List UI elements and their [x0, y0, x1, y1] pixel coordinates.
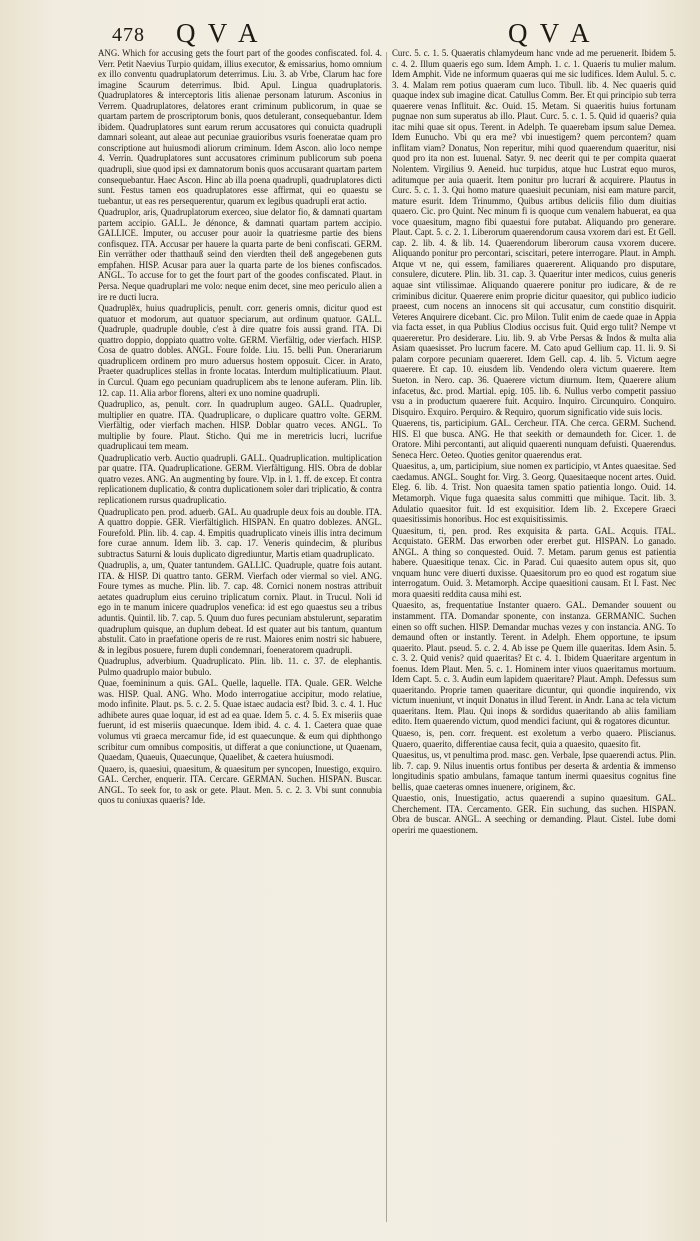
dictionary-entry: Quae, foemininum a quis. GAL. Quelle, laquelle. ITA. Quale. GER. Welche was. HISP. Qual. ANG. Who. Modo interrogatiue accipitur, modo relatiue, modo infinite. Plaut. ps. 5. c. 2. 5. Quae istaec audacia est? Ibid. 3. c. 4. 1. Huc adhibete aures quae loquar, id est ad ea quae. Idem 5. c. 4. 5. Ex miseriis quae fuerunt, id est miseriis quaecunque. Idem ibid. 4. c. 4. 1. Caetera quae quae volumus vti graeca mercamur fide, id est quaecunque. & eum qui diphthongo scribitur cum omnibus compositis, ut differat a que coniunctione, ut Quaenam, Quaedam, Quaeuis, Quaecunque, Quaelibet, & caetera huiusmodi.	[98, 678, 382, 763]
dictionary-entry: Quaesitus, a, um, participium, siue nomen ex participio, vt Antes quaesitae. Sed caedamus. ANGL. Sought for. Virg. 3. Georg. Quaesitaeque nocent artes. Ouid. Eleg. 6. lib. 4. Trist. Non quaesita tamen spatio patientia longo. Ouid. 14. Metamorph. Vique fuga quaesita salus committi que mihique. Tacit. lib. 3. Adulatio quaesitor fuit. Id est exquisitior. Idem lib. 2. Excepere Graeci quaesitissimis honoribus. Hoc est exquisitissimis.	[392, 461, 676, 525]
left-column	[98, 48, 382, 1228]
dictionary-entry: Quaesitum, ti, pen. prod. Res exquisita & parta. GAL. Acquis. ITAL. Acquistato. GERM. Das erworben oder ererbet gut. HISPAN. Lo ganado. ANGL. A thing so conquested. Ouid. 7. Metam. parum genus est patientia habere. Quaesitique tenax. Cic. in Parad. Cui quaesito autem opus sit, quo vnquam hunc vere diuerti duxisse. Quaesitorum pro eo quod est rogatum siue interrogatum. Ouid. 3. Metamorph. Accipe quaesitioni causam. Et I. Fast. Nec mora quaesiti reddita causa mihi est.	[392, 525, 676, 599]
dictionary-entry: Quadruplis, a, um, Quater tantundem. GALLIC. Quadruple, quatre fois autant. ITA. & HISP. Di quattro tanto. GERM. Vierfach oder viermal so viel. ANG. Foure tymes as muche. Plin. lib. 7. cap. 48. Cornici nonem nostras attribuit aetates quadruplum eius ceruino triplicatum cornix. Plaut. in Trucul. Noli id ego in te manum inicere quadruplos venefica: id est ego quaestus seu a tribus aduntis. Quintil. lib. 7. cap. 5. Quum duo fures pecuniam abstulerunt, separatim quadruplum quisque, an duplum debeat. Id est quater aut bis tantum, quantum abstulit. Cato in praefatione operis de re rust. Maiores enim nostri sic habuere, & in legibus posuere, furem dupli condemnari, foeneratorem quadrupli.	[98, 560, 382, 655]
dictionary-entry: Quadruplus, adverbium. Quadruplicato. Plin. lib. 11. c. 37. de elephantis. Pulmo quadruplo maior bubulo.	[98, 656, 382, 677]
dictionary-entry: Quaero, is, quaesiui, quaesitum, & quaesitum per syncopen, Inuestigo, exquiro. GAL. Cercher, enquerir. ITA. Cercare. GERMAN. Suchen. HISPAN. Buscar. ANGL. To seek for, to ask or gete. Plaut. Men. 5. c. 2. 3. Vbi sunt connubia quos tu coniuxas quaeris? Ide.	[98, 763, 382, 806]
dictionary-entry: Quaesitus, us, vt penultima prod. masc. gen. Verbale, Ipse quaerendi actus. Plin. lib. 7. cap. 9. Nilus inuentis ortus fontibus per deserta & ardentia & immenso longitudinis spatio ambulans, famaque tantum inermi quaesitus cognitus fine bellis, quae caeteras omnes inuenere, originem, &c.	[392, 750, 676, 792]
right-column	[392, 48, 676, 1228]
dictionary-entry: Quaesito, as, frequentatiue Instanter quaero. GAL. Demander souuent ou instamment. ITA. Domandar sponente, con instanza. GERMANIC. Suchen einen so offt suchen. HISP. Demandar muchas vezes y con instancia. ANG. To demaund often or instantly. Terent. in Adelph. Ehem opportune, te ipsum quaerito. Plaut. pseud. 5. c. 2. 4. Ab isse pe Quem ille quaeritas. Idem Asin. 5. c. 3. 2. Quid venis? quid quaeritas? Et c. 4. 1. Ibidem Quaeritare argentum in foenus. Idem Plaut. Men. 5. c. 1. Hominem inter viuos quaeritamus mortuum. Idem Capt. 5. c. 3. Audin eum lapidem quaeritare? Plaut. Amph. Defessus sum quaeritando. Proprie tamen quaeritare dicuntur, qui quondie inquirendo, vix victum inueniunt, vt inquit Donatus in illud Terent. in Andr. Lana ac tela victum quaeritans. Item. Plau. Qui inops & sordidus quaeritando ab aliis familiam edito. Item quaerendo victum, quod mendici faciunt, qui & rogatores dicuntur.	[392, 600, 676, 727]
dictionary-entry: Quadruplor, aris, Quadruplatorum exerceo, siue delator fio, & damnati quartam partem accipio. GALL. Je dénonce, & damnati quartam partem accipio. GALLICE. Imputer, ou accuser pour auoir la quatriesme partie des biens confisquez. ITA. Accusar per hauere la quarta parte de beni confiscati. GERM. Ein verräther oder thatthauß seind den vierdten theil deß angegebenen guts empfahen. HISP. Acusar para auer la quarta parte de los bienes confiscados. ANGL. To accuse for to get the fourt part of the goodes confiscated. Plaut. in Persa. Neque quadruplari me volo: neque enim decet, sine meo periculo alien a ire re ducti lucra.	[98, 207, 382, 302]
dictionary-entry: Quadruplicato pen. prod. aduerb. GAL. Au quadruple deux fois au double. ITA. A quattro doppie. GER. Vierfältiglich. HISPAN. En quatro doblezes. ANGL. Fourefold. Plin. lib. 4. cap. 4. Empitis quadruplicato vineis illis intra decimum fore curae annum. Idem lib. 3. cap. 17. Veneris quindecim, & pluribus subtractus Saturni & louis duplicato digrediuntur, Martis etiam quadruplicato.	[98, 506, 382, 559]
page-number: 478	[112, 24, 145, 46]
dictionary-columns	[98, 48, 676, 1228]
dictionary-entry: Quaestio, onis, Inuestigatio, actus quaerendi a supino quaesitum. GAL. Cherchement. ITA. Cercamento. GER. Ein suchung, das suchen. HISPAN. Obra de buscar. ANGL. A seeching or demanding. Plaut. Cistel. Iube domi operiri me quaestionem.	[392, 793, 676, 835]
dictionary-entry: Quadruplicatio verb. Auctio quadrupli. GALL. Quadruplication. multiplication par quatre. ITA. Quadruplicatione. GERM. Vierfältigung. HIS. Obra de doblar quatro vezes. ANG. An augmenting by foure. Vlp. in l. 1. ff. de excep. Et contra replicationem duplicatio, & contra duplicationem soler dari triplicatio, & contra replicationem rursus quadruplicatio.	[98, 452, 382, 505]
dictionary-entry: Quadruplico, as, penult. corr. In quadruplum augeo. GALL. Quadrupler, multiplier en quatre. ITA. Quadruplicare, o duplicare quattro volte. GERM. Vierfältig, oder vierfach machen. HISP. Doblar quatro veces. ANGL. To multiplie by foure. Plaut. Sticho. Qui me in meretricis lucri, lucrifue quadruplicaui tem meam.	[98, 399, 382, 452]
dictionary-entry: Curc. 5. c. 1. 5. Quaeratis chlamydeum hanc vnde ad me peruenerit. Ibidem 5. c. 4. 2. Illum quaeris ego sum. Idem Amph. 1. c. 1. Quaeris tu mulier malum. Idem Amphit. Vide ne informum quaeras qui me sic ludifices. Idem Aulul. 5. c. 3. 4. Malam rem potius quaeram cum luco. Tibull. lib. 4. Nec quaeris quid quaque index sub imagine dicat. Catullus Comm. Ber. Et qui principio sub terra quaerere venas Inflituit. &c. Ouid. 15. Metam. Si quaeritis huius fortunam pugnae non sum superatus ab illo. Plaut. Curc. 5. c. 1. 5. Quid id quaeris? quia itac mihi quae sit opus. Terent. in Adelph. Te quaerebam ipsum salue Demea. Idem Eunucho. Vbi qu era me? vbi inuestigem? quem percontem? quam inflitam viam? Donatus, Non reperitur, mihi quod quaerendum quaeritur, nisi quod pro ita non est. Iuuenal. Satyr. 9. nec deerit qui te per compita quaerat Nolentem. Virgilius 9. Aeneid. huc turpidus, atque huc Lustrat equo muros, aditumque per auia quaerit. Item ponitur pro lucrari & acquirere. Plautus in Curc. 5. c. 1. 3. Qui homo mature quaesiuit pecuniam, nisi eam mature parcit, mature esurit. Idem Trinummo, Quibus artibus deliciis filio dum diuitias quaero. Cic. pro Quint. Nec minum fi is quoque cum venalem habuerat, ea qua voce quaesitum, magno fibi quaestui fore putabat. Aliquando pro generare. Plaut. Capt. 5. c. 2. 1. Liberorum quaerendorum causa vxorem dari est. Et Gell. cap. 2. lib. 4. & lib. 14. Quaerendorum liberorum causa vxorem ducere. Aliquando ponitur pro percontari, sciscitari, petere interrogare. Plaut. in Amph. Atque vt ne, qui essem, familiares quaererent. Aliquando pro disputare, consulere, dicutere. Plin. lib. 31. cap. 3. Quaeritur inter medicos, cuius generis aquae sint vtilissimae. Aliquando quaerere ponitur pro iudicare, & de re criminibus dicitur. Quaerere enim proprie dicitur quaesitor, qui publico iudicio praeest, cum nocens an innocens sit qui accusatur, cum constitio disquirit. Veteres Anquirere dicebant. Cic. pro Milon. Tulit enim de caede quae in Appia via facta esset, in qua Publius Clodius occisus fuit. Quid ergo tulit? Nempe vt quaereretur. Pro desiderare. Liu. lib. 9. ab Vrbe Persas & Indos & multa alia Asiam quaesisset. Pro lucrum facere. M. Cato apud Gellium cap. 11. li. 9. Si palam corpore pecuniam quaereret. Idem Gell. cap. 4. lib. 5. Victum aegre quaerere. Et cap. 10. eiusdem lib. Vendendo olera victum quaerere. Item Sueton. in Nero. cap. 36. Quaerere victum diurnum. Item, Quaerere alium infacetus, &c. prod. Martial. epig. 105. lib. 6. Nullus verbo competit passiuo vsu a in productum quaerere fuit. Acquiro. Inquiro. Circunquiro. Conquiro. Disquiro. Exquiro. Perquiro. & Requiro, quorum significatio vide suis locis.	[392, 48, 676, 417]
running-head-left: Q V A	[176, 18, 261, 48]
dictionary-entry: Quadruplēx, huius quadruplicis, penult. corr. generis omnis, dicitur quod est quatuor et modorum, aut quatuor speciarum, aut ordinum quatuor. GALL. Quadruple, quadruple double, c'est à dire quatre fois aussi grand. ITA. Di quattro doppio, doppiato quattro volte. GERM. Vierfältig, oder vierfach. HISP. Cosa de quatro dobles. ANGL. Foure folde. Liu. 15. belli Pun. Onerariarum quadruplicem ordinem pro muro aduersus hostem opposuit. Cicer. in Arato, Praeter quadruplices stellas in fronte locatas. Interdum multiplicatiuum. Plaut. in Curcul. Quam ego pecuniam quadruplicem abs te lenone auferam. Plin. lib. 12. cap. 11. Alia arbor florens, alteri ex uno nomine quadrupli.	[98, 303, 382, 398]
dictionary-entry: Quaeso, is, pen. corr. frequent. est exoletum a verbo quaero. Pliscianus. Quaero, quaerito, differentiae causa fecit, quia a quaesito, quaesito fit.	[392, 728, 676, 749]
dictionary-entry: Quaerens, tis, participium. GAL. Cercheur. ITA. Che cerca. GERM. Suchend. HIS. El que busca. ANG. He that seekith or demaundeth for. Cicer. 1. de Oratore. Mihi percontanti, aut aliquid quaerenti nunquam defuisti. Quaerendus. Seneca Herc. Oeteo. Quoties genitor quaerendus erat.	[392, 418, 676, 460]
running-head-right: Q V A	[508, 18, 593, 48]
dictionary-entry: ANG. Which for accusing gets the fourt part of the goodes confiscated. fol. 4. Verr. Petit Naevius Turpio quidam, illius executor, & emissarius, homo omnium ex illo conventu quadruplatorum deterrimus. Liu. 3. ab Vrbe, Clarum hac fore imagine Scaurum deterrimus. Ibid. Apul. Lingua quadruplatoris. Quadruplatores & interceptoris litis alienae personam laturum. Asconius in Verrem. Quadruplatores, delatores erant criminum publicorum, in quae se quartam partem de proscriptorum bonis, quos detulerant, consequebantur. Idem ibidem. Quadruplatores sunt earum rerum accusatores qui conuicta quadrupli damnari soleant, aut aleae aut pecuniae grauioribus vsuris foeneratae quam pro conscriptione aut huiusmodi aliorum criminum. Idem Ascon. alio loco nempe 4. Verrin. Quadruplatores sunt accusatores criminum publicorum sub poena quadrupli, siue quod ipsi ex damnatorum bonis quos accusarant quartam partem consequebantur. Haec Ascon. Hinc ab illa poena quadrupli, quadruplatores dicti sunt. Festus tamen eos quadruplatores esse affirmat, qui eo quaestu se tuebantur, ut eas res persequerentur, quarum ex legibus quadrupli erat actio.	[98, 48, 382, 206]
column-divider	[386, 52, 387, 1222]
